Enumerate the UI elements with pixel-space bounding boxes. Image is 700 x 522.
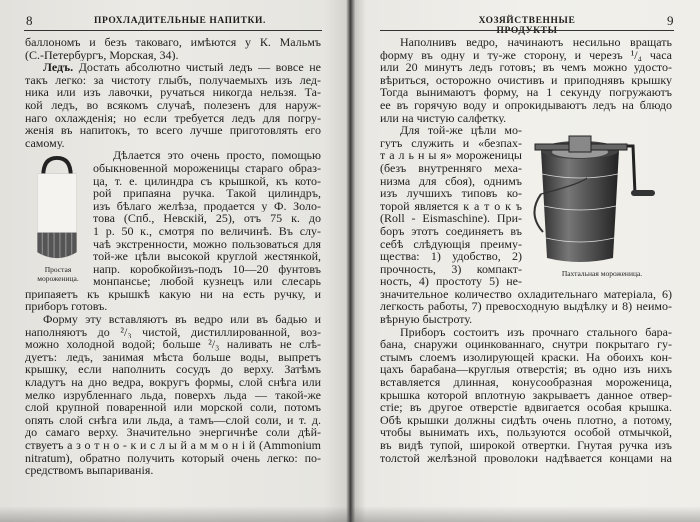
text-line: средствомъ выпариванія. xyxy=(25,464,154,477)
text-line: или на чистую салфетку. xyxy=(380,111,507,125)
text-line: вѣрную быстроту. xyxy=(380,313,473,326)
page-number: 9 xyxy=(667,13,674,28)
text-line: легкость работы, 7) превосходную выдѣлку и 8) неимо- xyxy=(380,300,672,314)
text-line: крышка которой вплотную закрываетъ данное отвер- xyxy=(380,388,672,402)
text-line: ность, 4) простоту 5) не- xyxy=(380,275,522,288)
text-line: наполняютъ до ²/₃ чистой, дистиллированной, воз- xyxy=(25,325,321,339)
text-line: ца, т. е. цилиндра съ крышкой, къ кото- xyxy=(93,174,321,188)
text-line: изъ лучшихъ типовъ ко- xyxy=(380,187,522,200)
text-line: стымъ слоемъ изолирующей краски. На обоихъ кон- xyxy=(380,350,672,364)
text-line: Тогда вынимаютъ форму, на 1 секунду погружаютъ xyxy=(380,86,672,99)
text-line: женія въ напитокъ, то всего лучше приготовлять его xyxy=(25,124,321,137)
text-line: толстой желѣзной проволоки надѣвается концами на xyxy=(380,451,672,465)
text-line: крышку, если наполнить сосудъ до верху. Затѣмъ xyxy=(25,363,321,377)
running-title: ХОЗЯЙСТВЕННЫЕ ПРОДУКТЫ xyxy=(478,16,576,36)
text-line: боръ этотъ соединяетъ въ xyxy=(380,224,522,238)
text-line: вѣриться, осторожно очистивъ и приподнявъ крышку xyxy=(380,73,672,87)
header-rule xyxy=(380,30,674,31)
text-line: (Roll - Eismaschine). При- xyxy=(380,212,522,225)
text-line: монпансье; любой кузнецъ или слесарь xyxy=(93,275,321,288)
text-line: Наполнивъ ведро, начинаютъ несильно вращать xyxy=(400,36,672,49)
running-title: ПРОХЛАДИТЕЛЬНЫЕ НАПИТКИ. xyxy=(93,16,267,26)
text-line: nitratum), обратно получить который очень легко: по- xyxy=(25,451,321,465)
text-line: това (Спб., Невскій, 25), отъ 75 к. до xyxy=(93,212,321,225)
text-line: Для той-же цѣли мо- xyxy=(400,124,522,137)
text-line: напр. коробкойизъ-подъ 10—20 фунтовъ xyxy=(93,262,321,276)
text-line: до самаго верху. Значительно энергичнѣе соли дѣй- xyxy=(25,426,321,439)
page-number: 8 xyxy=(26,13,33,28)
text-line: изъ бѣлаго желѣза, продается у Ф. Золо- xyxy=(93,199,321,213)
text-line: Дѣлается это очень просто, помощью xyxy=(113,149,321,162)
text-line: Обѣ крышки должны сидѣть очень плотно, а потому, xyxy=(380,413,672,427)
text-line: чтобы вынимать ихъ, пользуются особой отмычкой, xyxy=(380,426,672,439)
figure-caption: Простая мороженица. xyxy=(37,265,79,283)
page-bottom-edge xyxy=(0,506,700,522)
text-line: цахъ барабана—круглыя отверстія; въ одно изъ нихъ xyxy=(380,363,672,377)
text-line: рой припаяна ручка. Такой цилиндръ, xyxy=(93,187,321,200)
header-rule xyxy=(24,30,322,31)
text-line: или 20 минутъ ледъ готовъ; въ чемъ можно удосто- xyxy=(380,61,672,74)
text-line: Приборъ состоитъ изъ прочнаго стального бара- xyxy=(400,325,672,339)
figure-caption: Пахтальная мороженица. xyxy=(561,269,643,278)
text-line: опять слой снѣга или льда, а тамъ—слой соли, и т. д. xyxy=(25,413,321,427)
text-line: форму въ одну и ту-же сторону, и черезъ ¹/₄ часа xyxy=(380,48,672,62)
text-line xyxy=(43,61,321,74)
text-line: (безъ внутренняго меха- xyxy=(380,161,522,175)
text-line: значительное количество охладительнаго матеріала, 6) xyxy=(380,287,672,301)
simple-ice-cream-maker-illustration xyxy=(33,154,81,264)
text-line: торой является к а т о к ъ xyxy=(380,199,522,213)
text-line: мелко изрубленнаго льда, поверхъ льда — такой-же xyxy=(25,388,321,402)
text-line: гутъ служить и «безпах- xyxy=(380,136,522,150)
churn-ice-cream-maker-illustration xyxy=(527,134,677,266)
text-line: дуетъ: ледъ, занимая мѣста больше воды, выпретъ xyxy=(25,350,321,364)
text-line: наго охлажденія; но если требуется ледъ для погру- xyxy=(25,111,321,125)
text-line: чаѣ экстренности, можно пользоваться для xyxy=(93,237,321,251)
text-line: приборъ готовъ. xyxy=(25,300,108,314)
text-line: низма для сбоя), однимъ xyxy=(380,174,522,188)
line-text: Достать абсолютно чистый ледъ — вовсе не xyxy=(73,61,321,74)
text-line: щества: 1) удобство, 2) xyxy=(380,250,522,263)
text-line: той-же цѣли высокой круглой жестянкой, xyxy=(93,250,321,263)
book-gutter xyxy=(346,0,356,522)
text-line: т а л ь н ы я» мороженицы xyxy=(380,149,522,162)
text-line: самому. xyxy=(25,136,65,150)
text-line: вставляется длинная, конусообразная мороженица, xyxy=(380,376,672,389)
text-line: обыкновенной мороженицы стараго образ- xyxy=(93,161,321,175)
right-page xyxy=(352,0,700,522)
text-line: прочность, 3) компакт- xyxy=(380,262,522,276)
text-line: (С.-Петербургъ, Морская, 34). xyxy=(25,48,179,62)
text-line: припаяетъ къ крышкѣ какую ни на есть ручку, и xyxy=(25,287,321,301)
text-line: ее въ горячую воду и опрокидываютъ ледъ на блюдо xyxy=(380,98,672,112)
text-line: баллономъ и безъ таковаго, имѣются у К. Мальмъ xyxy=(25,36,321,49)
text-line: слой крупной поваренной или морской соли, потомъ xyxy=(25,401,321,414)
text-line: кладутъ на дно ведра, вокругъ формы, слой снѣга или xyxy=(25,376,321,389)
text-line: бана, снаружи оцинкованнаго, снутри покрытаго гу- xyxy=(380,338,672,351)
text-line: можно холодной водой; больше ²/₃ наливать не слѣ- xyxy=(25,338,321,351)
paragraph-lead-word: Ледъ. xyxy=(43,61,74,74)
text-line: ствуетъ а з о т н о - к и с л ы й а м м о н і й (Ammonium xyxy=(25,439,321,452)
text-line: ника или изъ лавочки, ручаться никогда нельзя. Та- xyxy=(25,86,321,99)
text-line: 1 р. 50 к., смотря по величинѣ. Въ слу- xyxy=(93,224,321,238)
text-line: себѣ слѣдующія преиму- xyxy=(380,237,522,251)
text-line: кой ледъ, во всякомъ случаѣ, полезенъ для наруж- xyxy=(25,98,321,112)
text-line: въ видѣ тупой, широкой отвертки. Гнутая ручка изъ xyxy=(380,439,672,452)
text-line: такъ легко: за чистоту глыбъ, получаемыхъ изъ лед- xyxy=(25,73,321,87)
text-line: стіе; въ другое отверстіе вдвигается особая крышка. xyxy=(380,401,672,414)
text-line: Форму эту вставляютъ въ ведро или въ бадью и xyxy=(43,313,321,326)
